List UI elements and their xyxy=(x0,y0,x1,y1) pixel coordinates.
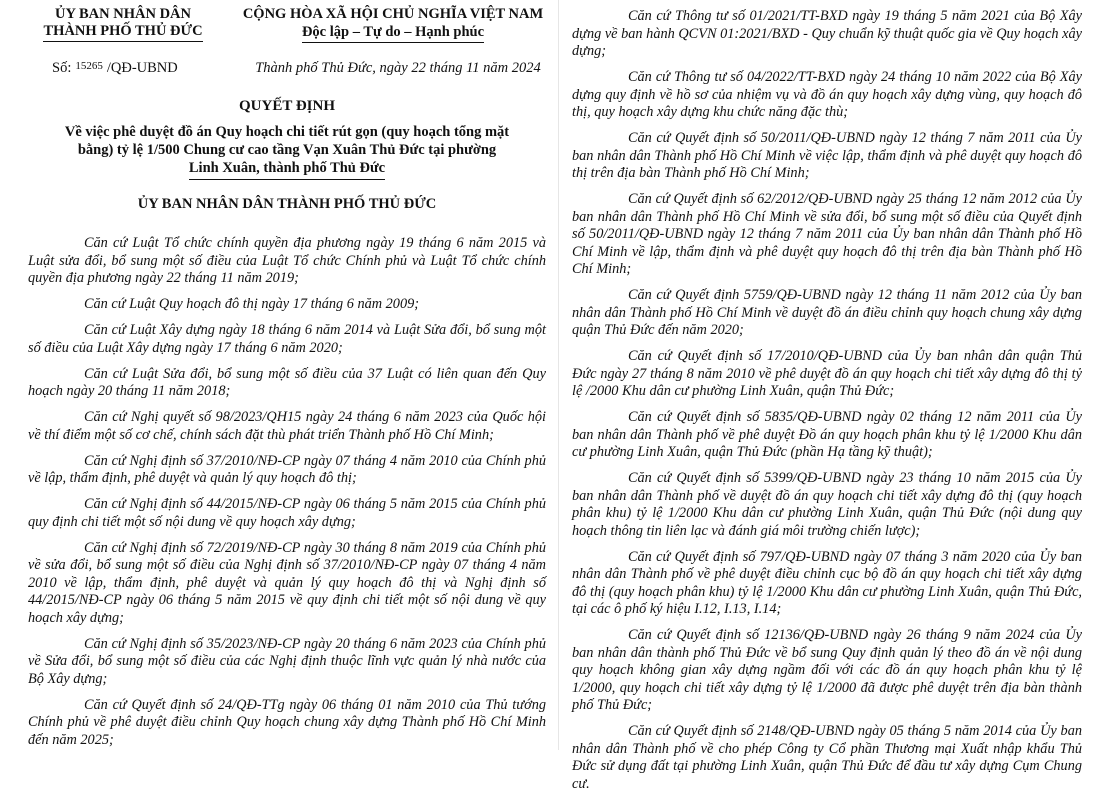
right-column xyxy=(572,0,1082,802)
nation-motto: Độc lập – Tự do – Hạnh phúc xyxy=(302,24,484,43)
legal-basis-paragraph: Căn cứ Luật Sửa đổi, bổ sung một số điều của 37 Luật có liên quan đến Quy hoạch ngày 20 tháng 11 năm 2018; xyxy=(28,365,546,399)
legal-basis-paragraph: Căn cứ Nghị định số 72/2019/NĐ-CP ngày 30 tháng 8 năm 2019 của Chính phủ về sửa đổi, bổ sung một số điều của Nghị định số 37/2010/NĐ-CP ngày 07 tháng 4 năm 2010 về lập, thẩm định, phê duyệt và quản lý quy hoạch đô thị và Nghị định số 44/2015/NĐ-CP ngày 06 tháng 5 năm 2015 về quy định chi tiết một số nội dung về quy hoạch xây dựng; xyxy=(28,539,546,626)
document-number-suffix: /QĐ-UBND xyxy=(106,60,178,76)
nation-name: CỘNG HÒA XÃ HỘI CHỦ NGHĨA VIỆT NAM xyxy=(242,6,544,22)
issuing-authority-line2: THÀNH PHỐ THỦ ĐỨC xyxy=(43,23,202,42)
document-header xyxy=(28,0,546,92)
national-motto xyxy=(228,6,558,43)
column-divider xyxy=(558,0,559,750)
document-number-prefix: Số: xyxy=(52,60,72,76)
legal-basis-paragraph: Căn cứ Thông tư số 04/2022/TT-BXD ngày 24 tháng 10 năm 2022 của Bộ Xây dựng quy định về hồ sơ của nhiệm vụ và đồ án quy hoạch xây dựng vùng, quy hoạch đô thị, quy hoạch xây dựng khu chức năng đặc thù; xyxy=(572,69,1082,120)
issuing-authority xyxy=(28,6,218,42)
document-date: Thành phố Thủ Đức, ngày 22 tháng 11 năm 2024 xyxy=(255,60,541,76)
legal-basis-paragraph: Căn cứ Quyết định số 17/2010/QĐ-UBND của Ủy ban nhân dân quận Thủ Đức ngày 27 tháng 8 năm 2010 về phê duyệt đồ án quy hoạch chi tiết xây dựng đô thị tỷ lệ /2000 Khu dân cư phường Linh Xuân, quận Thủ Đức; xyxy=(572,348,1082,399)
document-number xyxy=(52,60,178,77)
legal-basis-paragraph: Căn cứ Quyết định số 2148/QĐ-UBND ngày 05 tháng 5 năm 2014 của Ủy ban nhân dân Thành phố về cho phép Công ty Cổ phần Thương mại Xuất nhập khẩu Thủ Đức sử dụng đất tại phường Linh Xuân, quận Thủ Đức để đầu tư xây dựng Cụm Chung cư. xyxy=(572,723,1082,792)
legal-basis-paragraph: Căn cứ Quyết định số 5399/QĐ-UBND ngày 23 tháng 10 năm 2015 của Ủy ban nhân dân Thành phố về duyệt đồ án quy hoạch chi tiết xây dựng đô thị (quy hoạch phân khu) tỷ lệ 1/2000 Khu dân cư phường Linh Xuân, quận Thủ Đức (nội dung quy hoạch thông tin liên lạc và đánh giá môi trường chiến lược); xyxy=(572,470,1082,539)
legal-basis-paragraph: Căn cứ Quyết định số 5835/QĐ-UBND ngày 02 tháng 12 năm 2011 của Ủy ban nhân dân Thành phố về phê duyệt Đồ án quy hoạch phân khu tỷ lệ 1/2000 Khu dân cư phường Linh Xuân, quận Thủ Đức (phần Hạ tầng kỹ thuật); xyxy=(572,409,1082,460)
legal-basis-paragraph: Căn cứ Quyết định 5759/QĐ-UBND ngày 12 tháng 11 năm 2012 của Ủy ban nhân dân Thành phố Hồ Chí Minh về duyệt đồ án điều chỉnh quy hoạch chung xây dựng quận Thủ Đức đến năm 2020; xyxy=(572,287,1082,338)
legal-basis-list-left xyxy=(28,235,546,749)
legal-basis-paragraph: Căn cứ Luật Tổ chức chính quyền địa phương ngày 19 tháng 6 năm 2015 và Luật sửa đổi, bổ sung một số điều của Luật Tổ chức Chính phủ và Luật Tổ chức chính quyền địa phương ngày 22 tháng 11 năm 2019; xyxy=(28,235,546,286)
legal-basis-paragraph: Căn cứ Nghị quyết số 98/2023/QH15 ngày 24 tháng 6 năm 2023 của Quốc hội về thí điểm một số cơ chế, chính sách đặt thù phát triển Thành phố Hồ Chí Minh; xyxy=(28,409,546,443)
document-number-value: 15265 xyxy=(75,60,103,72)
subject-line-3: Linh Xuân, thành phố Thủ Đức xyxy=(189,159,385,180)
legal-basis-paragraph: Căn cứ Thông tư số 01/2021/TT-BXD ngày 19 tháng 5 năm 2021 của Bộ Xây dựng về ban hành QCVN 01:2021/BXD - Quy chuẩn kỹ thuật quốc gia về Quy hoạch xây dựng; xyxy=(572,8,1082,59)
committee-heading: ỦY BAN NHÂN DÂN THÀNH PHỐ THỦ ĐỨC xyxy=(137,196,437,212)
left-column xyxy=(28,0,546,758)
legal-basis-paragraph: Căn cứ Quyết định số 50/2011/QĐ-UBND ngày 12 tháng 7 năm 2011 của Ủy ban nhân dân Thành phố Hồ Chí Minh về việc lập, thẩm định và phê duyệt quy hoạch đô thị trên địa bàn Thành phố Hồ Chí Minh; xyxy=(572,130,1082,181)
legal-basis-paragraph: Căn cứ Luật Xây dựng ngày 18 tháng 6 năm 2014 và Luật Sửa đổi, bổ sung một số điều của Luật Xây dựng ngày 17 tháng 6 năm 2020; xyxy=(28,322,546,356)
subject-line-2: bằng) tỷ lệ 1/500 Chung cư cao tầng Vạn Xuân Thủ Đức tại phường xyxy=(77,142,497,158)
legal-basis-paragraph: Căn cứ Nghị định số 44/2015/NĐ-CP ngày 06 tháng 5 năm 2015 của Chính phủ quy định chi tiết một số nội dung về quy hoạch xây dựng; xyxy=(28,496,546,530)
legal-basis-paragraph: Căn cứ Quyết định số 797/QĐ-UBND ngày 07 tháng 3 năm 2020 của Ủy ban nhân dân Thành phố về phê duyệt điều chỉnh cục bộ đồ án quy hoạch chi tiết xây dựng đô thị (quy hoạch phân khu) tỷ lệ 1/2000 Khu dân cư phường Linh Xuân, quận Thủ Đức, tại các ô phố ký hiệu I.12, I.13, I.14; xyxy=(572,548,1082,617)
legal-basis-paragraph: Căn cứ Quyết định số 12136/QĐ-UBND ngày 26 tháng 9 năm 2024 của Ủy ban nhân dân thành phố Thủ Đức về bổ sung Quy định quản lý theo đồ án về nội dung quy hoạch không gian xây dựng ngầm đối với các đồ án quy hoạch phân khu tỷ lệ 1/2000, quy hoạch chi tiết xây dựng tỷ lệ 1/2000 đã được phê duyệt trên địa bàn thành phố Thủ Đức; xyxy=(572,627,1082,713)
legal-basis-paragraph: Căn cứ Quyết định số 24/QĐ-TTg ngày 06 tháng 01 năm 2010 của Thủ tướng Chính phủ về phê duyệt điều chỉnh Quy hoạch chung xây dựng Thành phố Hồ Chí Minh đến năm 2025; xyxy=(28,696,546,748)
document-subject xyxy=(28,123,546,180)
subject-line-1: Về việc phê duyệt đồ án Quy hoạch chi tiết rút gọn (quy hoạch tổng mặt xyxy=(64,124,510,140)
legal-basis-paragraph: Căn cứ Quyết định số 62/2012/QĐ-UBND ngày 25 tháng 12 năm 2012 của Ủy ban nhân dân Thành phố Hồ Chí Minh về sửa đổi, bổ sung một số điều của Quyết định số 50/2011/QĐ-UBND ngày 12 tháng 7 năm 2011 của Ủy ban nhân dân Thành phố Hồ Chí Minh về lập, thẩm định và phê duyệt quy hoạch đô thị trên địa bàn Thành phố Hồ Chí Minh; xyxy=(572,191,1082,277)
legal-basis-paragraph: Căn cứ Nghị định số 35/2023/NĐ-CP ngày 20 tháng 6 năm 2023 của Chính phủ về Sửa đổi, bổ sung một số điều của các Nghị định thuộc lĩnh vực quản lý nhà nước của Bộ Xây dựng; xyxy=(28,635,546,687)
issuing-authority-line1: ỦY BAN NHÂN DÂN xyxy=(54,6,191,22)
legal-basis-paragraph: Căn cứ Nghị định số 37/2010/NĐ-CP ngày 07 tháng 4 năm 2010 của Chính phủ về lập, thẩm định, phê duyệt và quản lý quy hoạch đô thị; xyxy=(28,452,546,486)
document-title: QUYẾT ĐỊNH xyxy=(239,98,335,114)
legal-basis-paragraph: Căn cứ Luật Quy hoạch đô thị ngày 17 tháng 6 năm 2009; xyxy=(84,296,420,312)
